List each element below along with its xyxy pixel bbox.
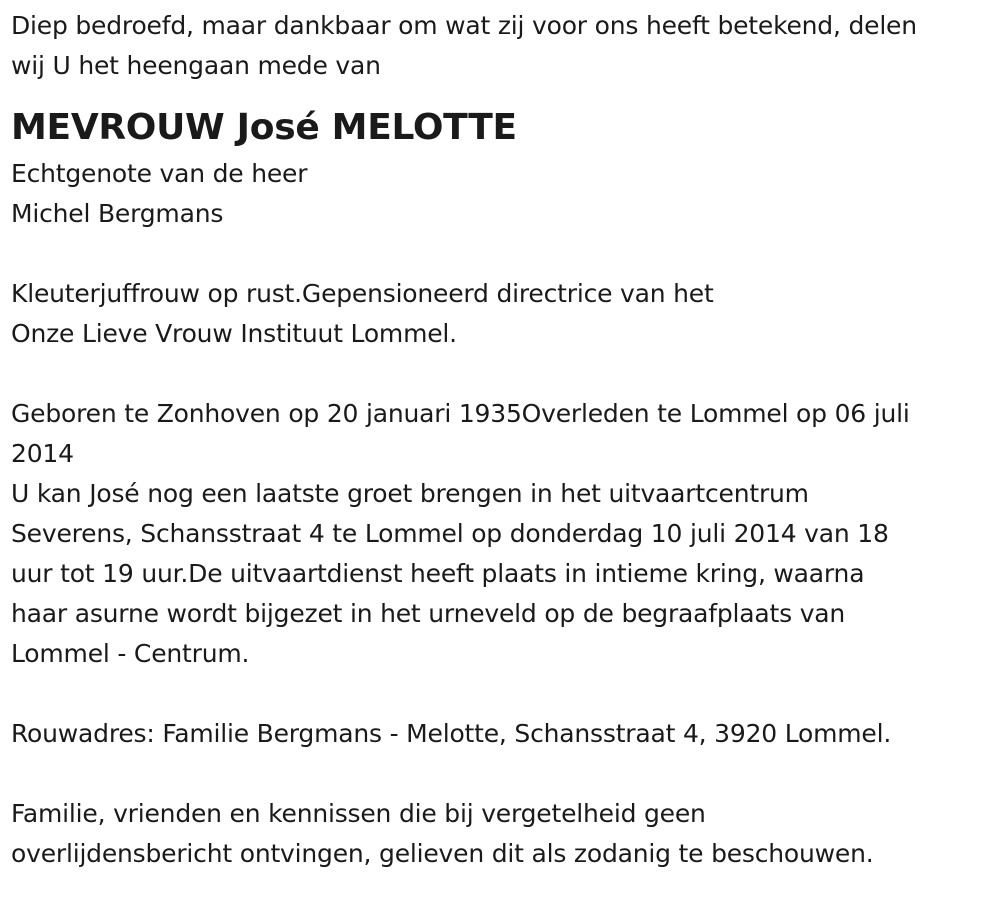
dates-service-line: uur tot 19 uur.De uitvaartdienst heeft plaats in intieme kring, waarna [11,559,865,588]
dates-service-line: U kan José nog een laatste groet brengen in het uitvaartcentrum [11,479,809,508]
occupation-line: Onze Lieve Vrouw Instituut Lommel. [11,319,457,348]
address-line: Rouwadres: Familie Bergmans - Melotte, Schansstraat 4, 3920 Lommel. [11,719,892,748]
intro-paragraph [11,6,996,86]
paragraph-spacer [11,234,996,274]
closing-line: Familie, vrienden en kennissen die bij vergetelheid geen [11,799,706,828]
paragraph-spacer [11,754,996,794]
dates-service-line: 2014 [11,439,74,468]
occupation-line: Kleuterjuffrouw op rust.Gepensioneerd directrice van het [11,279,714,308]
spouse-line: Echtgenote van de heer [11,159,308,188]
paragraph-spacer [11,674,996,714]
dates-service-line: Lommel - Centrum. [11,639,250,668]
paragraph-spacer [11,354,996,394]
obituary-notice [11,6,996,874]
intro-line: Diep bedroefd, maar dankbaar om wat zij voor ons heeft betekend, delen [11,11,917,40]
dates-service-line: haar asurne wordt bijgezet in het urneveld op de begraafplaats van [11,599,846,628]
dates-service-line: Severens, Schansstraat 4 te Lommel op donderdag 10 juli 2014 van 18 [11,519,889,548]
spouse-line: Michel Bergmans [11,199,224,228]
spouse-paragraph [11,154,996,234]
intro-line: wij U het heengaan mede van [11,51,381,80]
dates-service-paragraph [11,394,996,674]
closing-line: overlijdensbericht ontvingen, gelieven dit als zodanig te beschouwen. [11,839,874,868]
address-paragraph [11,714,996,754]
deceased-name: MEVROUW José MELOTTE [11,107,517,148]
closing-paragraph [11,794,996,874]
dates-service-line: Geboren te Zonhoven op 20 januari 1935Overleden te Lommel op 06 juli [11,399,910,428]
occupation-paragraph [11,274,996,354]
